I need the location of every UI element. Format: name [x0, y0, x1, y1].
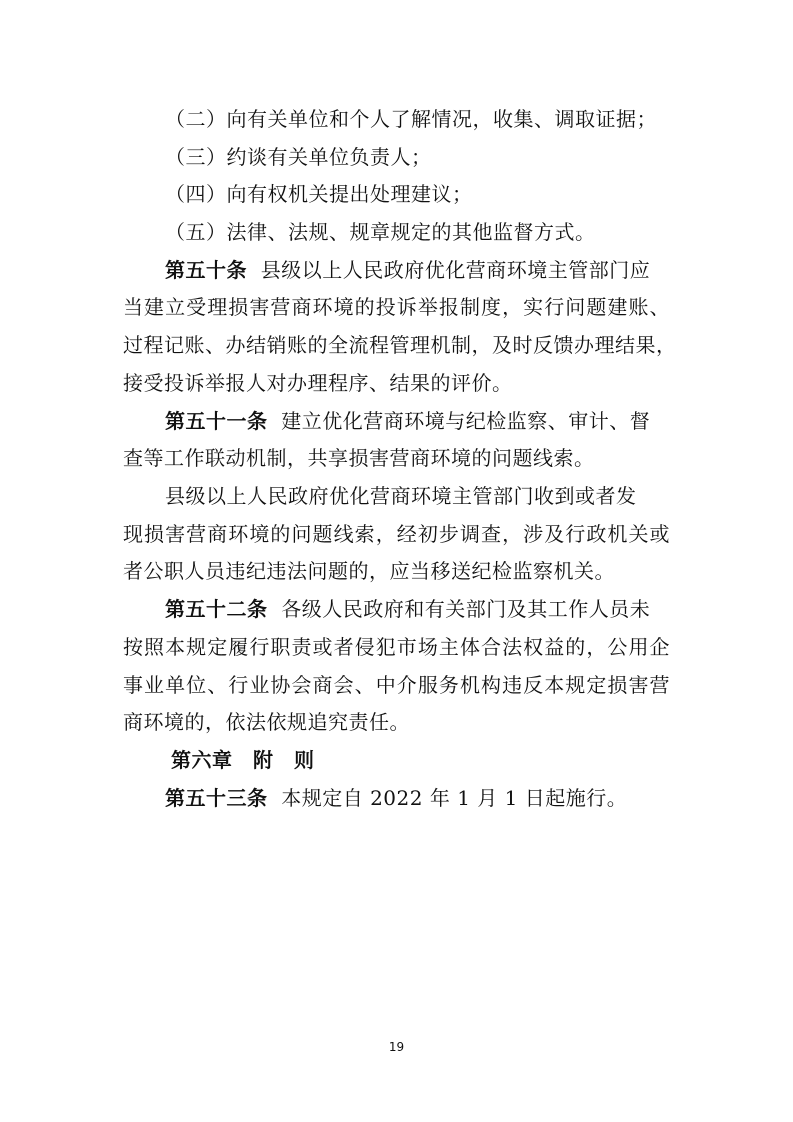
article-50-line-3: 过程记账、办结销账的全流程管理机制，及时反馈办理结果，	[123, 333, 677, 357]
article-51-heading: 第五十一条	[165, 409, 268, 433]
list-item-5: （五）法律、法规、规章规定的其他监督方式。	[165, 220, 596, 244]
article-52-line-4: 商环境的，依法依规追究责任。	[123, 710, 410, 734]
article-50-line-4: 接受投诉举报人对办理程序、结果的评价。	[123, 371, 513, 395]
list-item-2: （二）向有关单位和个人了解情况，收集、调取证据；	[165, 107, 657, 131]
article-50-heading: 第五十条	[165, 258, 247, 282]
article-52-line-2: 按照本规定履行职责或者侵犯市场主体合法权益的，公用企	[123, 635, 670, 659]
article-52-text: 各级人民政府和有关部门及其工作人员未	[281, 597, 651, 621]
article-51-line-1	[165, 409, 650, 433]
article-53-text: 本规定自 2022 年 1 月 1 日起施行。	[281, 786, 628, 810]
article-50-line-2: 当建立受理损害营商环境的投诉举报制度，实行问题建账、	[123, 295, 670, 319]
article-52-heading: 第五十二条	[165, 597, 268, 621]
article-53-heading: 第五十三条	[165, 786, 268, 810]
article-51-text: 建立优化营商环境与纪检监察、审计、督	[281, 409, 651, 433]
article-53-line-1	[165, 786, 627, 810]
page-number: 19	[388, 1040, 405, 1054]
article-51-para2-line-1: 县级以上人民政府优化营商环境主管部门收到或者发	[165, 484, 637, 508]
article-50-text: 县级以上人民政府优化营商环境主管部门应	[260, 258, 651, 282]
list-item-3: （三）约谈有关单位负责人；	[165, 145, 432, 169]
article-51-para2-line-2: 现损害营商环境的问题线索，经初步调查，涉及行政机关或	[123, 522, 670, 546]
list-item-4: （四）向有权机关提出处理建议；	[165, 182, 473, 206]
article-51-para2-line-3: 者公职人员违纪违法问题的，应当移送纪检监察机关。	[123, 559, 615, 583]
article-52-line-1	[165, 597, 650, 621]
article-50-line-1	[165, 258, 650, 282]
chapter-6-heading: 第六章 附 则	[171, 748, 315, 772]
article-51-line-2: 查等工作联动机制，共享损害营商环境的问题线索。	[123, 446, 595, 470]
article-52-line-3: 事业单位、行业协会商会、中介服务机构违反本规定损害营	[123, 673, 670, 697]
